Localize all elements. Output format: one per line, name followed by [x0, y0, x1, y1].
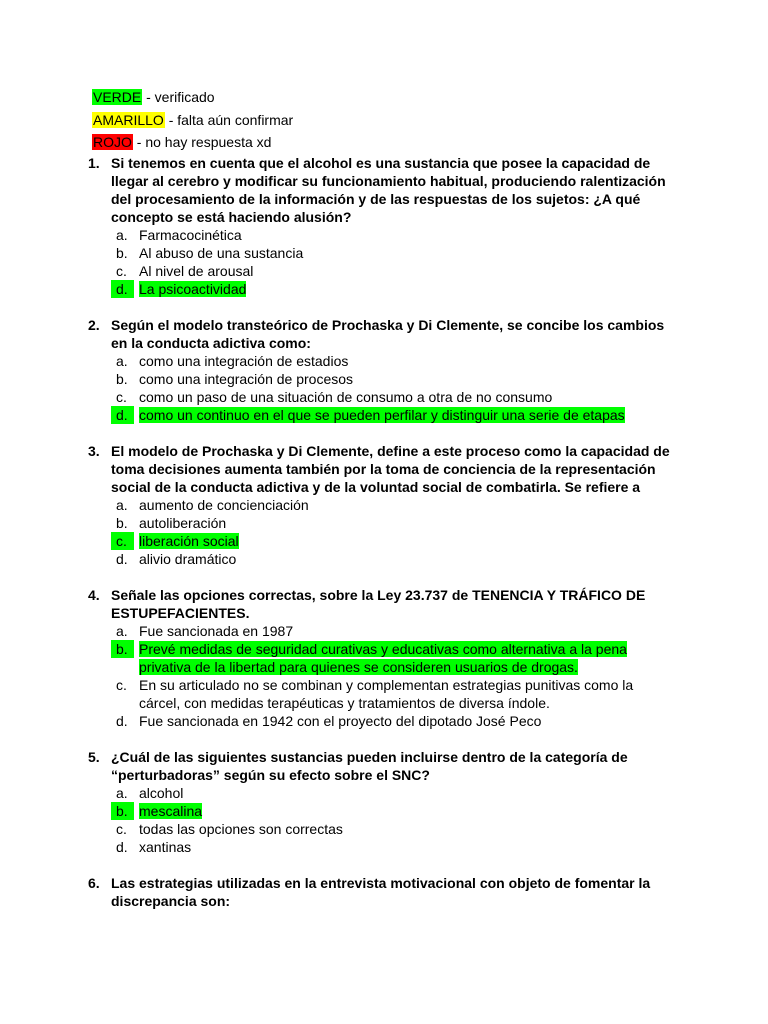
option-list [111, 226, 676, 298]
option-text: alcohol [139, 785, 184, 801]
question-number: 4. [88, 587, 100, 603]
option-letter: b. [111, 802, 134, 820]
option-letter: d. [116, 551, 128, 567]
option-c [111, 676, 676, 712]
question-2 [0, 316, 676, 424]
option-letter: b. [116, 245, 128, 261]
legend-verde [92, 86, 293, 109]
color-legend [92, 86, 293, 154]
question-text: Las estrategias utilizadas en la entrevista motivacional con objeto de fomentar la discrepancia son: [111, 875, 651, 909]
option-letter: c. [111, 532, 134, 550]
question-number: 5. [88, 749, 100, 765]
option-letter: b. [111, 640, 134, 658]
question-text: ¿Cuál de las siguientes sustancias pueden incluirse dentro de la categoría de “perturbadoras” según su efecto sobre el SNC? [111, 749, 628, 783]
option-d [111, 550, 676, 568]
legend-rojo-tag: ROJO [93, 134, 132, 150]
legend-rojo [92, 131, 293, 154]
option-a [111, 622, 676, 640]
option-text: Fue sancionada en 1942 con el proyecto del dipotado José Peco [139, 713, 542, 729]
option-a [111, 784, 676, 802]
option-b-verified [111, 802, 676, 820]
option-text: Al nivel de arousal [139, 263, 254, 279]
option-a [111, 496, 676, 514]
option-text: aumento de concienciación [139, 497, 309, 513]
option-d-verified [111, 406, 676, 424]
question-1 [0, 154, 676, 298]
option-text: mescalina [139, 803, 203, 819]
option-letter: a. [116, 353, 128, 369]
question-list [0, 154, 768, 910]
option-text: todas las opciones son correctas [139, 821, 343, 837]
option-text: como una integración de procesos [139, 371, 354, 387]
option-letter: c. [116, 677, 127, 693]
option-d-verified [111, 280, 676, 298]
option-c-verified [111, 532, 676, 550]
option-text: La psicoactividad [139, 281, 247, 297]
option-a [111, 352, 676, 370]
legend-amarillo [92, 109, 293, 132]
option-letter: c. [116, 389, 127, 405]
legend-verde-tag: VERDE [93, 89, 142, 105]
option-text: Fue sancionada en 1987 [139, 623, 294, 639]
option-text: Al abuso de una sustancia [139, 245, 304, 261]
option-text: Prevé medidas de seguridad curativas y educativas como alternativa a la pena privativa de la libertad para quienes se consideren usuarios de drogas. [139, 641, 627, 675]
option-text: como una integración de estadios [139, 353, 349, 369]
option-text: xantinas [139, 839, 192, 855]
question-3 [0, 442, 676, 568]
option-letter: c. [116, 821, 127, 837]
question-text: El modelo de Prochaska y Di Clemente, define a este proceso como la capacidad de toma decisiones aumenta también por la toma de conciencia de la representación social de la conducta adictiva y de la voluntad social de combatirla. Se refiere a [111, 443, 670, 495]
option-b-verified [111, 640, 676, 676]
option-text: autoliberación [139, 515, 227, 531]
legend-verde-text: - verificado [142, 89, 215, 105]
option-list [111, 784, 676, 856]
option-b [111, 244, 676, 262]
question-text: Si tenemos en cuenta que el alcohol es una sustancia que posee la capacidad de llegar al cerebro y modificar su funcionamiento habitual, produciendo ralentización del procesamiento de la información y de las respuestas de los sujetos: ¿A qué concepto se está haciendo alusión? [111, 155, 666, 225]
option-letter: d. [111, 280, 134, 298]
option-letter: c. [116, 263, 127, 279]
option-letter: d. [111, 406, 134, 424]
option-letter: b. [116, 371, 128, 387]
option-letter: d. [116, 839, 128, 855]
option-letter: b. [116, 515, 128, 531]
option-letter: a. [116, 497, 128, 513]
legend-rojo-text: - no hay respuesta xd [132, 134, 272, 150]
question-6 [0, 874, 676, 910]
option-a [111, 226, 676, 244]
legend-amarillo-text: - falta aún confirmar [164, 111, 294, 128]
option-c [111, 262, 676, 280]
question-text: Según el modelo transteórico de Prochaska y Di Clemente, se concibe los cambios en la conducta adictiva como: [111, 317, 665, 351]
option-b [111, 370, 676, 388]
option-list [111, 622, 676, 730]
option-text: Farmacocinética [139, 227, 242, 243]
question-number: 2. [88, 317, 100, 333]
option-list [111, 496, 676, 568]
option-text: En su articulado no se combinan y complementan estrategias punitivas como la cárcel, con medidas terapéuticas y tratamientos de diversa índole. [139, 677, 634, 711]
option-b [111, 514, 676, 532]
legend-amarillo-tag: AMARILLO [93, 111, 164, 128]
question-number: 3. [88, 443, 100, 459]
option-letter: d. [116, 713, 128, 729]
option-text: como un continuo en el que se pueden perfilar y distinguir una serie de etapas [139, 407, 625, 423]
option-c [111, 388, 676, 406]
question-number: 6. [88, 875, 100, 891]
question-4 [0, 586, 676, 730]
option-text: alivio dramático [139, 551, 237, 567]
question-5 [0, 748, 676, 856]
option-d [111, 838, 676, 856]
option-letter: a. [116, 785, 128, 801]
question-number: 1. [88, 155, 100, 171]
option-d [111, 712, 676, 730]
option-text: liberación social [139, 533, 239, 549]
option-text: como un paso de una situación de consumo a otra de no consumo [139, 389, 553, 405]
question-text: Señale las opciones correctas, sobre la Ley 23.737 de TENENCIA Y TRÁFICO DE ESTUPEFACIENTES. [111, 587, 646, 621]
option-list [111, 352, 676, 424]
option-c [111, 820, 676, 838]
option-letter: a. [116, 227, 128, 243]
option-letter: a. [116, 623, 128, 639]
